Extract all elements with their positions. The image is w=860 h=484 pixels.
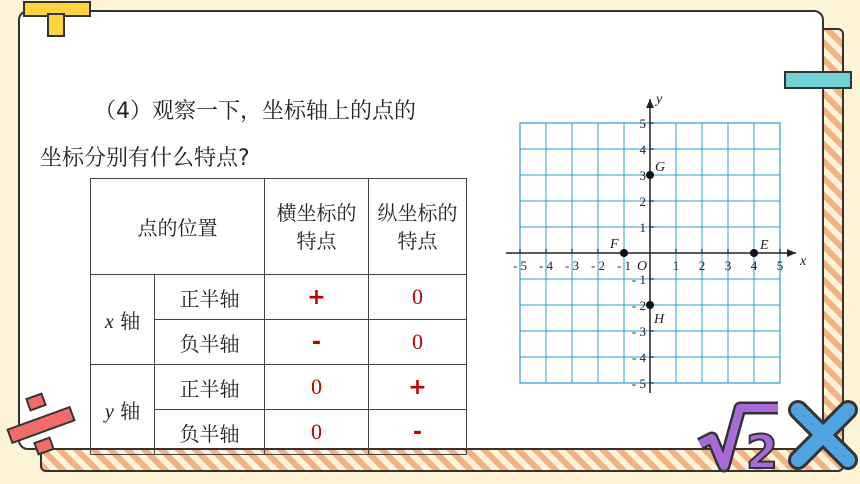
half-label: 负半轴 bbox=[155, 320, 265, 365]
y-axis-arrow bbox=[646, 99, 654, 108]
half-label: 负半轴 bbox=[155, 410, 265, 455]
y-tick-label: - 2 bbox=[631, 298, 646, 313]
x-tick-label: 5 bbox=[776, 258, 784, 273]
question-line-2: 坐标分别有什么特点? bbox=[40, 146, 250, 171]
plus-sign-decoration-icon bbox=[20, 0, 100, 40]
y-tick-label: - 5 bbox=[631, 376, 646, 391]
x-tick-label: 1 bbox=[672, 258, 680, 273]
x-tick-label: - 3 bbox=[564, 258, 580, 273]
abscissa-sign: - bbox=[265, 320, 369, 365]
division-sign-decoration-icon bbox=[2, 392, 82, 462]
half-label: 正半轴 bbox=[155, 275, 265, 320]
abscissa-sign: + bbox=[265, 275, 369, 320]
x-tick-label: 3 bbox=[724, 258, 732, 273]
half-label: 正半轴 bbox=[155, 365, 265, 410]
point-label-f: F bbox=[610, 237, 619, 252]
question-line-1: （4）观察一下，坐标轴上的点的 bbox=[94, 99, 416, 124]
point-f bbox=[620, 249, 628, 257]
x-tick-label: 2 bbox=[698, 258, 706, 273]
x-tick-label: - 4 bbox=[538, 258, 554, 273]
ordinate-sign: - bbox=[369, 410, 467, 455]
header-position: 点的位置 bbox=[91, 179, 265, 275]
y-tick-label: 1 bbox=[639, 220, 646, 235]
ordinate-sign: + bbox=[369, 365, 467, 410]
x-axis-arrow bbox=[787, 249, 796, 257]
x-axis-label: x 轴 bbox=[91, 275, 155, 365]
y-tick-label: - 1 bbox=[631, 272, 646, 287]
y-axis-label: y bbox=[656, 92, 663, 107]
y-tick-label: - 3 bbox=[631, 324, 646, 339]
point-label-h: H bbox=[654, 312, 665, 327]
y-tick-label: 4 bbox=[639, 142, 646, 157]
x-tick-label: - 5 bbox=[512, 258, 528, 273]
ordinate-value: 0 bbox=[369, 320, 467, 365]
y-tick-label: - 4 bbox=[631, 350, 646, 365]
point-e bbox=[750, 249, 758, 257]
point-label-g: G bbox=[655, 160, 666, 175]
abscissa-value: 0 bbox=[265, 365, 369, 410]
question-text bbox=[40, 88, 480, 182]
y-tick-label: 5 bbox=[639, 116, 646, 131]
x-tick-label: - 1 bbox=[616, 258, 632, 273]
point-label-e: E bbox=[760, 238, 769, 253]
point-h bbox=[646, 301, 654, 309]
x-axis-label: x bbox=[800, 254, 807, 269]
origin-label: O bbox=[637, 259, 648, 274]
x-tick-label: - 2 bbox=[590, 258, 606, 273]
coordinate-plane bbox=[495, 85, 820, 395]
header-abscissa: 横坐标的特点 bbox=[265, 179, 369, 275]
axis-points-table bbox=[90, 178, 467, 455]
y-tick-label: 3 bbox=[639, 168, 646, 183]
point-g bbox=[646, 171, 654, 179]
abscissa-value: 0 bbox=[265, 410, 369, 455]
multiply-sign-decoration-icon bbox=[788, 400, 858, 472]
header-ordinate: 纵坐标的特点 bbox=[369, 179, 467, 275]
ordinate-value: 0 bbox=[369, 275, 467, 320]
square-root-two-decoration-icon bbox=[694, 400, 784, 478]
y-tick-label: 2 bbox=[639, 194, 646, 209]
y-axis-label: y 轴 bbox=[91, 365, 155, 455]
x-tick-label: 4 bbox=[750, 258, 758, 273]
svg-text:2: 2 bbox=[746, 425, 779, 478]
